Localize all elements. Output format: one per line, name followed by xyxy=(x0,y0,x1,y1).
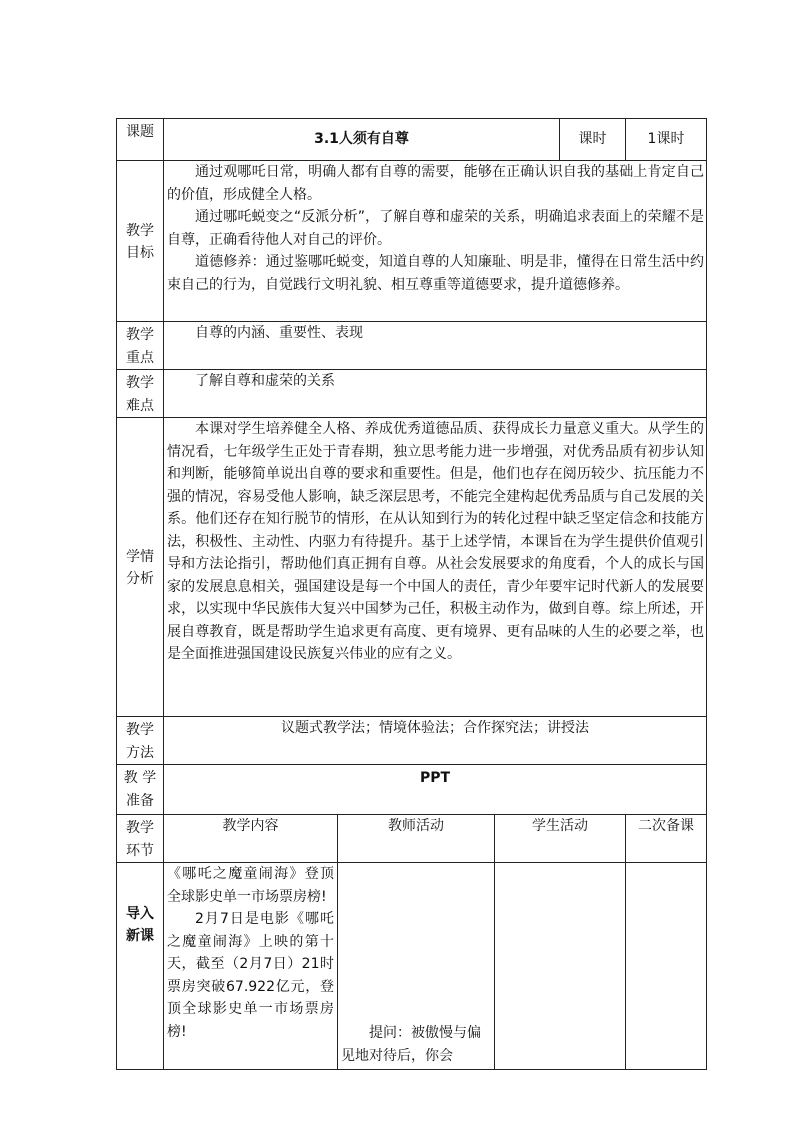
intro-teacher-activity xyxy=(338,863,495,1070)
col-header-content: 教学内容 xyxy=(164,815,338,863)
methods-label xyxy=(117,717,164,765)
difficulties-row xyxy=(117,370,707,418)
key-points-cell xyxy=(164,322,707,370)
col-header-teacher: 教师活动 xyxy=(338,815,495,863)
analysis-row xyxy=(117,418,707,717)
analysis-text: 本课对学生培养健全人格、养成优秀道德品质、获得成长力量意义重大。从学生的情况看，七年级学生正处于青春期，独立思考能力进一步增强，对优秀品质有初步认知和判断，能够简单说出自尊的要求和重要性。但是，他们也存在阅历较少、抗压能力不强的情况，容易受他人影响，缺乏深层思考，不能完全建构起优秀品质与自己发展的关系。他们还存在知行脱节的情形，在从认知到行为的转化过程中缺乏坚定信念和技能方法，积极性、主动性、内驱力有待提升。基于上述学情，本课旨在为学生提供价值观引导和方法论指引，帮助他们真正拥有自尊。从社会发展要求的角度看，个人的成长与国家的发展息息相关，强国建设是每一个中国人的责任，青少年要牢记时代新人的发展要求，以实现中华民族伟大复兴中国梦为己任，积极主动作为，做到自尊。综上所述，开展自尊教育，既是帮助学生追求更有高度、更有境界、更有品味的人生的必要之举，也是全面推进强国建设民族复兴伟业的应有之义。 xyxy=(167,421,704,662)
methods-text: 议题式教学法；情境体验法；合作探究法；讲授法 xyxy=(164,717,707,765)
preparation-label-line2: 准备 xyxy=(126,792,154,809)
topic-label: 课题 xyxy=(117,119,164,161)
objective-paragraph: 通过观哪吒日常，明确人都有自尊的需要，能够在正确认识自我的基础上肯定自己的价值，形成健全人格。 xyxy=(167,164,704,203)
lesson-plan-table xyxy=(116,118,707,1070)
key-points-label-line2: 重点 xyxy=(126,349,154,366)
intro-notes xyxy=(626,863,707,1070)
intro-content xyxy=(164,863,338,1070)
objective-paragraph: 通过哪吒蜕变之“反派分析”，了解自尊和虚荣的关系，明确追求表面上的荣耀不是自尊，正确看待他人对自己的评价。 xyxy=(167,209,704,248)
preparation-label xyxy=(117,765,164,815)
hours-label: 课时 xyxy=(560,119,626,161)
hours-value: 1课时 xyxy=(626,119,707,161)
analysis-label-line2: 分析 xyxy=(126,571,154,587)
difficulties-label-line2: 难点 xyxy=(126,397,154,414)
difficulties-label-line1: 教学 xyxy=(126,375,154,391)
objectives-label-line1: 教学 xyxy=(126,222,154,239)
page-title: 3.1人须有自尊 xyxy=(164,119,560,161)
methods-label-line2: 方法 xyxy=(126,744,154,761)
intro-student-activity xyxy=(495,863,626,1070)
intro-content-paragraph: 2月7日是电影《哪吒之魔童闹海》上映的第十天，截至（2月7日）21时票房突破67.922亿元，登顶全球影史单一市场票房榜! xyxy=(167,911,334,1040)
intro-label-line1: 导入 xyxy=(126,906,154,922)
methods-label-line1: 教学 xyxy=(126,722,154,738)
intro-teacher-text: 提问：被傲慢与偏见地对待后，你会 xyxy=(341,1025,481,1064)
intro-label xyxy=(117,863,164,1070)
intro-content-paragraph: 《哪吒之魔童闹海》登顶全球影史单一市场票房榜! xyxy=(167,866,334,905)
analysis-label-line1: 学情 xyxy=(126,548,154,565)
key-points-label-line1: 教学 xyxy=(126,327,154,343)
difficulties-label xyxy=(117,370,164,418)
difficulties-text: 了解自尊和虚荣的关系 xyxy=(195,373,335,389)
preparation-label-line1: 教 学 xyxy=(123,770,157,786)
intro-label-line2: 新课 xyxy=(126,928,154,944)
topic-row xyxy=(117,119,707,161)
objectives-label xyxy=(117,161,164,322)
analysis-cell xyxy=(164,418,707,717)
key-points-text: 自尊的内涵、重要性、表现 xyxy=(195,325,363,341)
process-label xyxy=(117,815,164,863)
process-label-line1: 教学 xyxy=(126,820,154,836)
col-header-notes: 二次备课 xyxy=(626,815,707,863)
key-points-label xyxy=(117,322,164,370)
objective-paragraph: 道德修养：通过鉴哪吒蜕变，知道自尊的人知廉耻、明是非，懂得在日常生活中约束自己的行为，自觉践行文明礼貌、相互尊重等道德要求，提升道德修养。 xyxy=(167,254,704,293)
analysis-label xyxy=(117,418,164,717)
intro-row xyxy=(117,863,707,1070)
col-header-student: 学生活动 xyxy=(495,815,626,863)
objectives-text xyxy=(164,161,707,322)
preparation-row xyxy=(117,765,707,815)
key-points-row xyxy=(117,322,707,370)
objectives-row xyxy=(117,161,707,322)
process-label-line2: 环节 xyxy=(126,842,154,859)
objectives-label-line2: 目标 xyxy=(126,245,154,261)
methods-row xyxy=(117,717,707,765)
process-header-row xyxy=(117,815,707,863)
preparation-text: PPT xyxy=(164,765,707,815)
difficulties-cell xyxy=(164,370,707,418)
